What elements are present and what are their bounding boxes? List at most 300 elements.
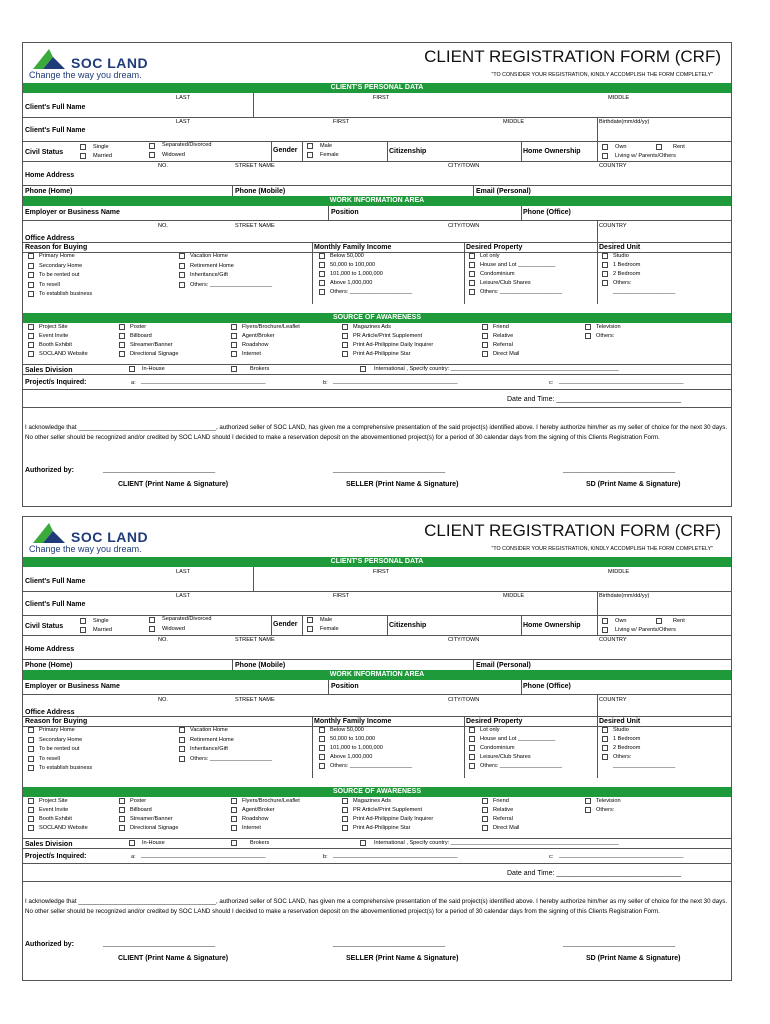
middle-label: MIDDLE xyxy=(608,95,630,101)
international-option: International , Specify country: ______________________________________________________ xyxy=(374,366,619,372)
aw4-checkbox[interactable] xyxy=(342,816,348,822)
aw5-option: Direct Mail xyxy=(493,825,520,831)
income-checkbox[interactable] xyxy=(319,289,325,295)
reason-a-checkbox[interactable] xyxy=(28,272,34,278)
date-time-field[interactable]: Date and Time: ________________________________ xyxy=(507,870,681,877)
income-option: Above 1,000,000 xyxy=(330,280,373,286)
rent-option: Rent xyxy=(673,144,685,150)
aw4-option: Print Ad-Philippine Daily Inquirer xyxy=(353,816,434,822)
aw3-checkbox[interactable] xyxy=(231,825,237,831)
reason-a-option: To resell xyxy=(39,755,60,762)
position-label: Position xyxy=(331,209,359,216)
income-checkbox[interactable] xyxy=(319,271,325,277)
reason-b-option: Others: ____________________ xyxy=(190,755,273,762)
section-work-info: WORK INFORMATION AREA xyxy=(23,670,731,680)
full-name-label-2: Client's Full Name xyxy=(25,601,86,608)
projects-label: Project/s Inquired: xyxy=(25,379,87,386)
projects-label: Project/s Inquired: xyxy=(25,853,87,860)
aw3-checkbox[interactable] xyxy=(231,342,237,348)
unit-option: ____________________ xyxy=(613,289,676,295)
own-option: Own xyxy=(615,144,627,150)
reason-a-checkbox[interactable] xyxy=(28,737,34,743)
unit-option: Others: xyxy=(613,280,632,286)
section-awareness: SOURCE OF AWARENESS xyxy=(23,787,731,797)
email-label: Email (Personal) xyxy=(476,662,531,669)
income-option: Below 50,000 xyxy=(330,727,364,733)
aw1-option: Event Invite xyxy=(39,333,69,339)
living-checkbox[interactable] xyxy=(602,627,608,633)
brokers-checkbox[interactable] xyxy=(231,840,237,846)
full-name-label: Client's Full Name xyxy=(25,104,86,111)
acknowledgement-text: I acknowledge that ________________________________________, authorized seller of SOC LAND, has given me a comprehensive presentation of the said project(s) identified above. I hereby authorize him/her as my seller of choice for the next 30 days. No other seller should be recognized and/or credited by SOC LAND should I decided to make a reservation deposit on the abovementioned project(s) for a period of 30 calendar days from the signing of this Clients Registration Form. xyxy=(25,424,728,441)
seller-signature-label: SELLER (Print Name & Signature) xyxy=(346,481,459,488)
sd-signature-label: SD (Print Name & Signature) xyxy=(586,955,681,962)
reason-a-option: To be rented out xyxy=(39,272,80,278)
male-checkbox[interactable] xyxy=(307,617,313,623)
full-name-label: Client's Full Name xyxy=(25,578,86,585)
aw1-option: Booth Exhibit xyxy=(39,342,72,348)
widowed-option: Widowed xyxy=(162,626,186,632)
male-option: Male xyxy=(320,617,333,623)
form-subnote: "TO CONSIDER YOUR REGISTRATION, KINDLY ACCOMPLISH THE FORM COMPLETELY" xyxy=(491,546,713,552)
own-option: Own xyxy=(615,618,627,624)
no-label: NO. xyxy=(158,223,168,229)
project-a-field[interactable]: ________________________________________ xyxy=(141,853,266,859)
aw1-checkbox[interactable] xyxy=(28,807,34,813)
form-title: CLIENT REGISTRATION FORM (CRF) xyxy=(424,47,721,66)
aw4-checkbox[interactable] xyxy=(342,342,348,348)
aw5-checkbox[interactable] xyxy=(482,324,488,330)
aw4-checkbox[interactable] xyxy=(342,324,348,330)
aw2-checkbox[interactable] xyxy=(119,825,125,831)
single-checkbox[interactable] xyxy=(80,144,86,150)
unit-option: Studio xyxy=(613,727,629,733)
aw4-option: PR Article/Print Supplement xyxy=(353,807,423,813)
seller-signature-line[interactable]: _______________________________ xyxy=(333,940,446,947)
soc-land-logo-icon xyxy=(31,47,67,71)
rent-option: Rent xyxy=(673,618,685,624)
reason-b-option: Vacation Home xyxy=(190,727,228,733)
unit-option: ____________________ xyxy=(613,763,676,769)
aw5-option: Relative xyxy=(493,807,514,813)
single-checkbox[interactable] xyxy=(80,618,86,624)
aw4-option: Magazines Ads xyxy=(353,324,391,330)
reason-a-option: To be rented out xyxy=(39,746,80,752)
sd-signature-label: SD (Print Name & Signature) xyxy=(586,481,681,488)
reason-a-checkbox[interactable] xyxy=(28,253,34,259)
aw1-checkbox[interactable] xyxy=(28,798,34,804)
reason-label: Reason for Buying xyxy=(25,244,88,251)
income-option: Others: ____________________ xyxy=(330,289,413,295)
married-checkbox[interactable] xyxy=(80,627,86,633)
aw1-checkbox[interactable] xyxy=(28,342,34,348)
married-option: Married xyxy=(93,627,112,633)
aw2-checkbox[interactable] xyxy=(119,807,125,813)
sales-division-label: Sales Division xyxy=(25,841,73,848)
income-option: Below 50,000 xyxy=(330,253,364,259)
unit-option: 2 Bedroom xyxy=(613,271,641,277)
reason-b-checkbox[interactable] xyxy=(179,756,185,762)
street-label: STREET NAME xyxy=(235,163,275,169)
phone-mobile-label: Phone (Mobile) xyxy=(235,188,286,195)
reason-b-option: Retirement Home xyxy=(190,262,234,269)
property-option: Condominium xyxy=(480,271,515,277)
aw2-option: Directional Signage xyxy=(130,351,179,357)
section-awareness: SOURCE OF AWARENESS xyxy=(23,313,731,323)
aw4-checkbox[interactable] xyxy=(342,825,348,831)
reason-a-checkbox[interactable] xyxy=(28,291,34,297)
home-ownership-label: Home Ownership xyxy=(523,622,581,629)
in-house-option: In-House xyxy=(142,366,165,372)
aw6-option: Television xyxy=(596,798,621,804)
client-signature-label: CLIENT (Print Name & Signature) xyxy=(118,955,229,962)
phone-home-label: Phone (Home) xyxy=(25,662,73,669)
income-checkbox[interactable] xyxy=(319,763,325,769)
widowed-checkbox[interactable] xyxy=(149,152,155,158)
aw4-option: Print Ad-Philippine Star xyxy=(353,351,411,357)
living-option: Living w/ Parents/Others xyxy=(615,153,676,159)
street-label: STREET NAME xyxy=(235,697,275,703)
project-b-field[interactable]: ________________________________________ xyxy=(333,853,458,859)
home-address-label: Home Address xyxy=(25,172,75,179)
income-option: Others: ____________________ xyxy=(330,763,413,769)
aw3-checkbox[interactable] xyxy=(231,333,237,339)
property-label: Desired Property xyxy=(466,244,523,251)
unit-option: Studio xyxy=(613,253,629,259)
city-label: CITY/TOWN xyxy=(448,223,480,229)
brokers-option: Brokers xyxy=(250,366,270,372)
aw1-option: Booth Exhibit xyxy=(39,816,72,822)
aw5-option: Relative xyxy=(493,333,514,339)
unit-option: 1 Bedroom xyxy=(613,262,641,268)
unit-label: Desired Unit xyxy=(599,718,641,725)
female-option: Female xyxy=(320,152,339,158)
property-checkbox[interactable] xyxy=(469,727,475,733)
aw4-checkbox[interactable] xyxy=(342,333,348,339)
single-option: Single xyxy=(93,144,109,150)
aw3-option: Agent/Broker xyxy=(242,333,275,339)
aw4-option: Magazines Ads xyxy=(353,798,391,804)
aw1-option: Project Site xyxy=(39,798,68,804)
country-label: COUNTRY xyxy=(599,697,627,703)
property-checkbox[interactable] xyxy=(469,271,475,277)
gender-label: Gender xyxy=(273,621,298,628)
international-checkbox[interactable] xyxy=(360,366,366,372)
aw5-checkbox[interactable] xyxy=(482,798,488,804)
income-option: 50,000 to 100,000 xyxy=(330,736,376,742)
married-option: Married xyxy=(93,153,112,159)
unit-checkbox[interactable] xyxy=(602,253,608,259)
income-checkbox[interactable] xyxy=(319,754,325,760)
male-checkbox[interactable] xyxy=(307,143,313,149)
reason-a-option: Primary Home xyxy=(39,253,75,259)
unit-checkbox[interactable] xyxy=(602,262,608,268)
aw5-checkbox[interactable] xyxy=(482,816,488,822)
aw4-checkbox[interactable] xyxy=(342,351,348,357)
aw6-checkbox[interactable] xyxy=(585,324,591,330)
property-checkbox[interactable] xyxy=(469,289,475,295)
aw3-checkbox[interactable] xyxy=(231,351,237,357)
aw1-option: Project Site xyxy=(39,324,68,330)
street-label: STREET NAME xyxy=(235,637,275,643)
aw4-checkbox[interactable] xyxy=(342,798,348,804)
last-label: LAST xyxy=(176,569,190,575)
aw5-option: Direct Mail xyxy=(493,351,520,357)
project-a-field[interactable]: ________________________________________ xyxy=(141,379,266,385)
reason-b-checkbox[interactable] xyxy=(179,746,185,752)
aw1-checkbox[interactable] xyxy=(28,816,34,822)
citizenship-label: Citizenship xyxy=(389,622,427,629)
reason-a-option: Secondary Home xyxy=(39,262,83,269)
reason-a-option: To establish business xyxy=(39,291,93,297)
reason-b-checkbox[interactable] xyxy=(179,737,185,743)
brand-tagline: Change the way you dream. xyxy=(29,544,142,554)
living-option: Living w/ Parents/Others xyxy=(615,627,676,633)
brand-name: SOC LAND xyxy=(71,529,149,545)
property-option: Leisure/Club Shares xyxy=(480,754,531,760)
aw2-option: Streamer/Banner xyxy=(130,342,173,348)
unit-checkbox[interactable] xyxy=(602,736,608,742)
property-checkbox[interactable] xyxy=(469,262,475,268)
income-checkbox[interactable] xyxy=(319,262,325,268)
income-option: Above 1,000,000 xyxy=(330,754,373,760)
reason-b-checkbox[interactable] xyxy=(179,727,185,733)
aw3-option: Agent/Broker xyxy=(242,807,275,813)
unit-label: Desired Unit xyxy=(599,244,641,251)
aw3-option: Roadshow xyxy=(242,816,269,822)
in-house-option: In-House xyxy=(142,840,165,846)
reason-a-checkbox[interactable] xyxy=(28,765,34,771)
civil-status-label: Civil Status xyxy=(25,149,64,156)
reason-b-checkbox[interactable] xyxy=(179,282,185,288)
unit-checkbox[interactable] xyxy=(602,727,608,733)
form-subnote: "TO CONSIDER YOUR REGISTRATION, KINDLY ACCOMPLISH THE FORM COMPLETELY" xyxy=(491,72,713,78)
employer-label: Employer or Business Name xyxy=(25,209,120,216)
income-checkbox[interactable] xyxy=(319,253,325,259)
aw6-checkbox[interactable] xyxy=(585,807,591,813)
unit-option: Others: xyxy=(613,754,632,760)
aw2-checkbox[interactable] xyxy=(119,351,125,357)
aw3-checkbox[interactable] xyxy=(231,807,237,813)
own-checkbox[interactable] xyxy=(602,144,608,150)
rent-checkbox[interactable] xyxy=(656,618,662,624)
aw2-checkbox[interactable] xyxy=(119,342,125,348)
seller-signature-line[interactable]: _______________________________ xyxy=(333,466,446,473)
aw6-option: Others: xyxy=(596,333,615,339)
office-address-label: Office Address xyxy=(25,235,75,242)
aw3-checkbox[interactable] xyxy=(231,798,237,804)
married-checkbox[interactable] xyxy=(80,153,86,159)
form-title: CLIENT REGISTRATION FORM (CRF) xyxy=(424,521,721,540)
income-option: 101,000 to 1,000,000 xyxy=(330,271,383,277)
home-address-label: Home Address xyxy=(25,646,75,653)
aw3-option: Internet xyxy=(242,351,261,357)
reason-b-checkbox[interactable] xyxy=(179,253,185,259)
separated-checkbox[interactable] xyxy=(149,617,155,623)
income-option: 50,000 to 100,000 xyxy=(330,262,376,268)
reason-b-option: Retirement Home xyxy=(190,736,234,743)
separated-checkbox[interactable] xyxy=(149,143,155,149)
country-label: COUNTRY xyxy=(599,163,627,169)
section-personal-data: CLIENT'S PERSONAL DATA xyxy=(23,83,731,93)
aw6-checkbox[interactable] xyxy=(585,333,591,339)
income-checkbox[interactable] xyxy=(319,745,325,751)
reason-a-checkbox[interactable] xyxy=(28,263,34,269)
citizenship-label: Citizenship xyxy=(389,148,427,155)
aw2-option: Poster xyxy=(130,798,147,804)
aw1-checkbox[interactable] xyxy=(28,324,34,330)
birthdate-label: Birthdate(mm/dd/yy) xyxy=(599,593,650,599)
aw5-checkbox[interactable] xyxy=(482,333,488,339)
unit-option: 1 Bedroom xyxy=(613,736,641,742)
reason-a-checkbox[interactable] xyxy=(28,727,34,733)
aw1-option: Event Invite xyxy=(39,807,69,813)
aw2-checkbox[interactable] xyxy=(119,333,125,339)
sales-division-label: Sales Division xyxy=(25,367,73,374)
aw3-checkbox[interactable] xyxy=(231,816,237,822)
international-checkbox[interactable] xyxy=(360,840,366,846)
no-label: NO. xyxy=(158,697,168,703)
home-ownership-label: Home Ownership xyxy=(523,148,581,155)
in-house-checkbox[interactable] xyxy=(129,840,135,846)
project-c-field[interactable]: ________________________________________ xyxy=(559,853,684,859)
income-checkbox[interactable] xyxy=(319,727,325,733)
reason-a-option: Secondary Home xyxy=(39,736,83,743)
phone-mobile-label: Phone (Mobile) xyxy=(235,662,286,669)
aw5-option: Friend xyxy=(493,798,509,804)
reason-b-option: Vacation Home xyxy=(190,253,228,259)
office-address-label: Office Address xyxy=(25,709,75,716)
aw1-option: SOCLAND Website xyxy=(39,351,88,357)
last-label: LAST xyxy=(176,593,190,599)
first-label: FIRST xyxy=(333,119,350,125)
widowed-checkbox[interactable] xyxy=(149,626,155,632)
female-checkbox[interactable] xyxy=(307,152,313,158)
aw5-option: Referral xyxy=(493,342,513,348)
aw5-checkbox[interactable] xyxy=(482,807,488,813)
property-checkbox[interactable] xyxy=(469,280,475,286)
property-checkbox[interactable] xyxy=(469,745,475,751)
aw2-option: Billboard xyxy=(130,333,152,339)
income-checkbox[interactable] xyxy=(319,736,325,742)
project-a-label: a: xyxy=(131,854,136,860)
middle-label: MIDDLE xyxy=(503,593,525,599)
brokers-checkbox[interactable] xyxy=(231,366,237,372)
middle-label: MIDDLE xyxy=(503,119,525,125)
project-b-label: b: xyxy=(323,380,328,386)
unit-checkbox[interactable] xyxy=(602,754,608,760)
brokers-option: Brokers xyxy=(250,840,270,846)
property-option: Lot only xyxy=(480,727,500,733)
position-label: Position xyxy=(331,683,359,690)
client-signature-label: CLIENT (Print Name & Signature) xyxy=(118,481,229,488)
brand-name: SOC LAND xyxy=(71,55,149,71)
full-name-label-2: Client's Full Name xyxy=(25,127,86,134)
female-checkbox[interactable] xyxy=(307,626,313,632)
reason-a-checkbox[interactable] xyxy=(28,282,34,288)
no-label: NO. xyxy=(158,637,168,643)
section-work-info: WORK INFORMATION AREA xyxy=(23,196,731,206)
aw1-checkbox[interactable] xyxy=(28,825,34,831)
aw1-checkbox[interactable] xyxy=(28,351,34,357)
property-option: Leisure/Club Shares xyxy=(480,280,531,286)
authorized-by-label: Authorized by: xyxy=(25,941,74,948)
property-checkbox[interactable] xyxy=(469,754,475,760)
aw5-checkbox[interactable] xyxy=(482,825,488,831)
project-b-field[interactable]: ________________________________________ xyxy=(333,379,458,385)
reason-b-option: Inheritance/Gift xyxy=(190,272,228,278)
single-option: Single xyxy=(93,618,109,624)
living-checkbox[interactable] xyxy=(602,153,608,159)
project-a-label: a: xyxy=(131,380,136,386)
client-signature-line[interactable]: _______________________________ xyxy=(103,940,216,947)
international-option: International , Specify country: ______________________________________________________ xyxy=(374,840,619,846)
property-option: House and Lot ____________ xyxy=(480,262,556,268)
unit-checkbox[interactable] xyxy=(602,280,608,286)
aw2-option: Streamer/Banner xyxy=(130,816,173,822)
first-label: FIRST xyxy=(373,95,390,101)
phone-office-label: Phone (Office) xyxy=(523,209,571,216)
rent-checkbox[interactable] xyxy=(656,144,662,150)
aw5-checkbox[interactable] xyxy=(482,351,488,357)
unit-checkbox[interactable] xyxy=(602,271,608,277)
client-signature-line[interactable]: _______________________________ xyxy=(103,466,216,473)
aw5-checkbox[interactable] xyxy=(482,342,488,348)
sd-signature-line[interactable]: _______________________________ xyxy=(563,940,676,947)
reason-b-checkbox[interactable] xyxy=(179,263,185,269)
aw4-option: PR Article/Print Supplement xyxy=(353,333,423,339)
aw1-checkbox[interactable] xyxy=(28,333,34,339)
aw2-option: Directional Signage xyxy=(130,825,179,831)
reason-a-checkbox[interactable] xyxy=(28,756,34,762)
aw3-option: Flyers/Brochure/Leaflet xyxy=(242,324,300,330)
property-option: Lot only xyxy=(480,253,500,259)
property-checkbox[interactable] xyxy=(469,763,475,769)
separated-option: Separated/Divorced xyxy=(162,616,212,622)
aw2-checkbox[interactable] xyxy=(119,816,125,822)
aw6-checkbox[interactable] xyxy=(585,798,591,804)
project-c-field[interactable]: ________________________________________ xyxy=(559,379,684,385)
female-option: Female xyxy=(320,626,339,632)
section-personal-data: CLIENT'S PERSONAL DATA xyxy=(23,557,731,567)
own-checkbox[interactable] xyxy=(602,618,608,624)
property-option: House and Lot ____________ xyxy=(480,736,556,742)
income-label: Monthly Family Income xyxy=(314,244,392,251)
aw4-option: Print Ad-Philippine Star xyxy=(353,825,411,831)
reason-b-checkbox[interactable] xyxy=(179,272,185,278)
in-house-checkbox[interactable] xyxy=(129,366,135,372)
income-label: Monthly Family Income xyxy=(314,718,392,725)
property-checkbox[interactable] xyxy=(469,253,475,259)
soc-land-logo-icon xyxy=(31,521,67,545)
aw5-option: Referral xyxy=(493,816,513,822)
unit-checkbox[interactable] xyxy=(602,745,608,751)
income-checkbox[interactable] xyxy=(319,280,325,286)
gender-label: Gender xyxy=(273,147,298,154)
aw2-checkbox[interactable] xyxy=(119,324,125,330)
reason-label: Reason for Buying xyxy=(25,718,88,725)
male-option: Male xyxy=(320,143,333,149)
aw3-checkbox[interactable] xyxy=(231,324,237,330)
sd-signature-line[interactable]: _______________________________ xyxy=(563,466,676,473)
date-time-field[interactable]: Date and Time: ________________________________ xyxy=(507,396,681,403)
phone-office-label: Phone (Office) xyxy=(523,683,571,690)
reason-a-checkbox[interactable] xyxy=(28,746,34,752)
aw2-checkbox[interactable] xyxy=(119,798,125,804)
aw4-checkbox[interactable] xyxy=(342,807,348,813)
phone-home-label: Phone (Home) xyxy=(25,188,73,195)
property-checkbox[interactable] xyxy=(469,736,475,742)
